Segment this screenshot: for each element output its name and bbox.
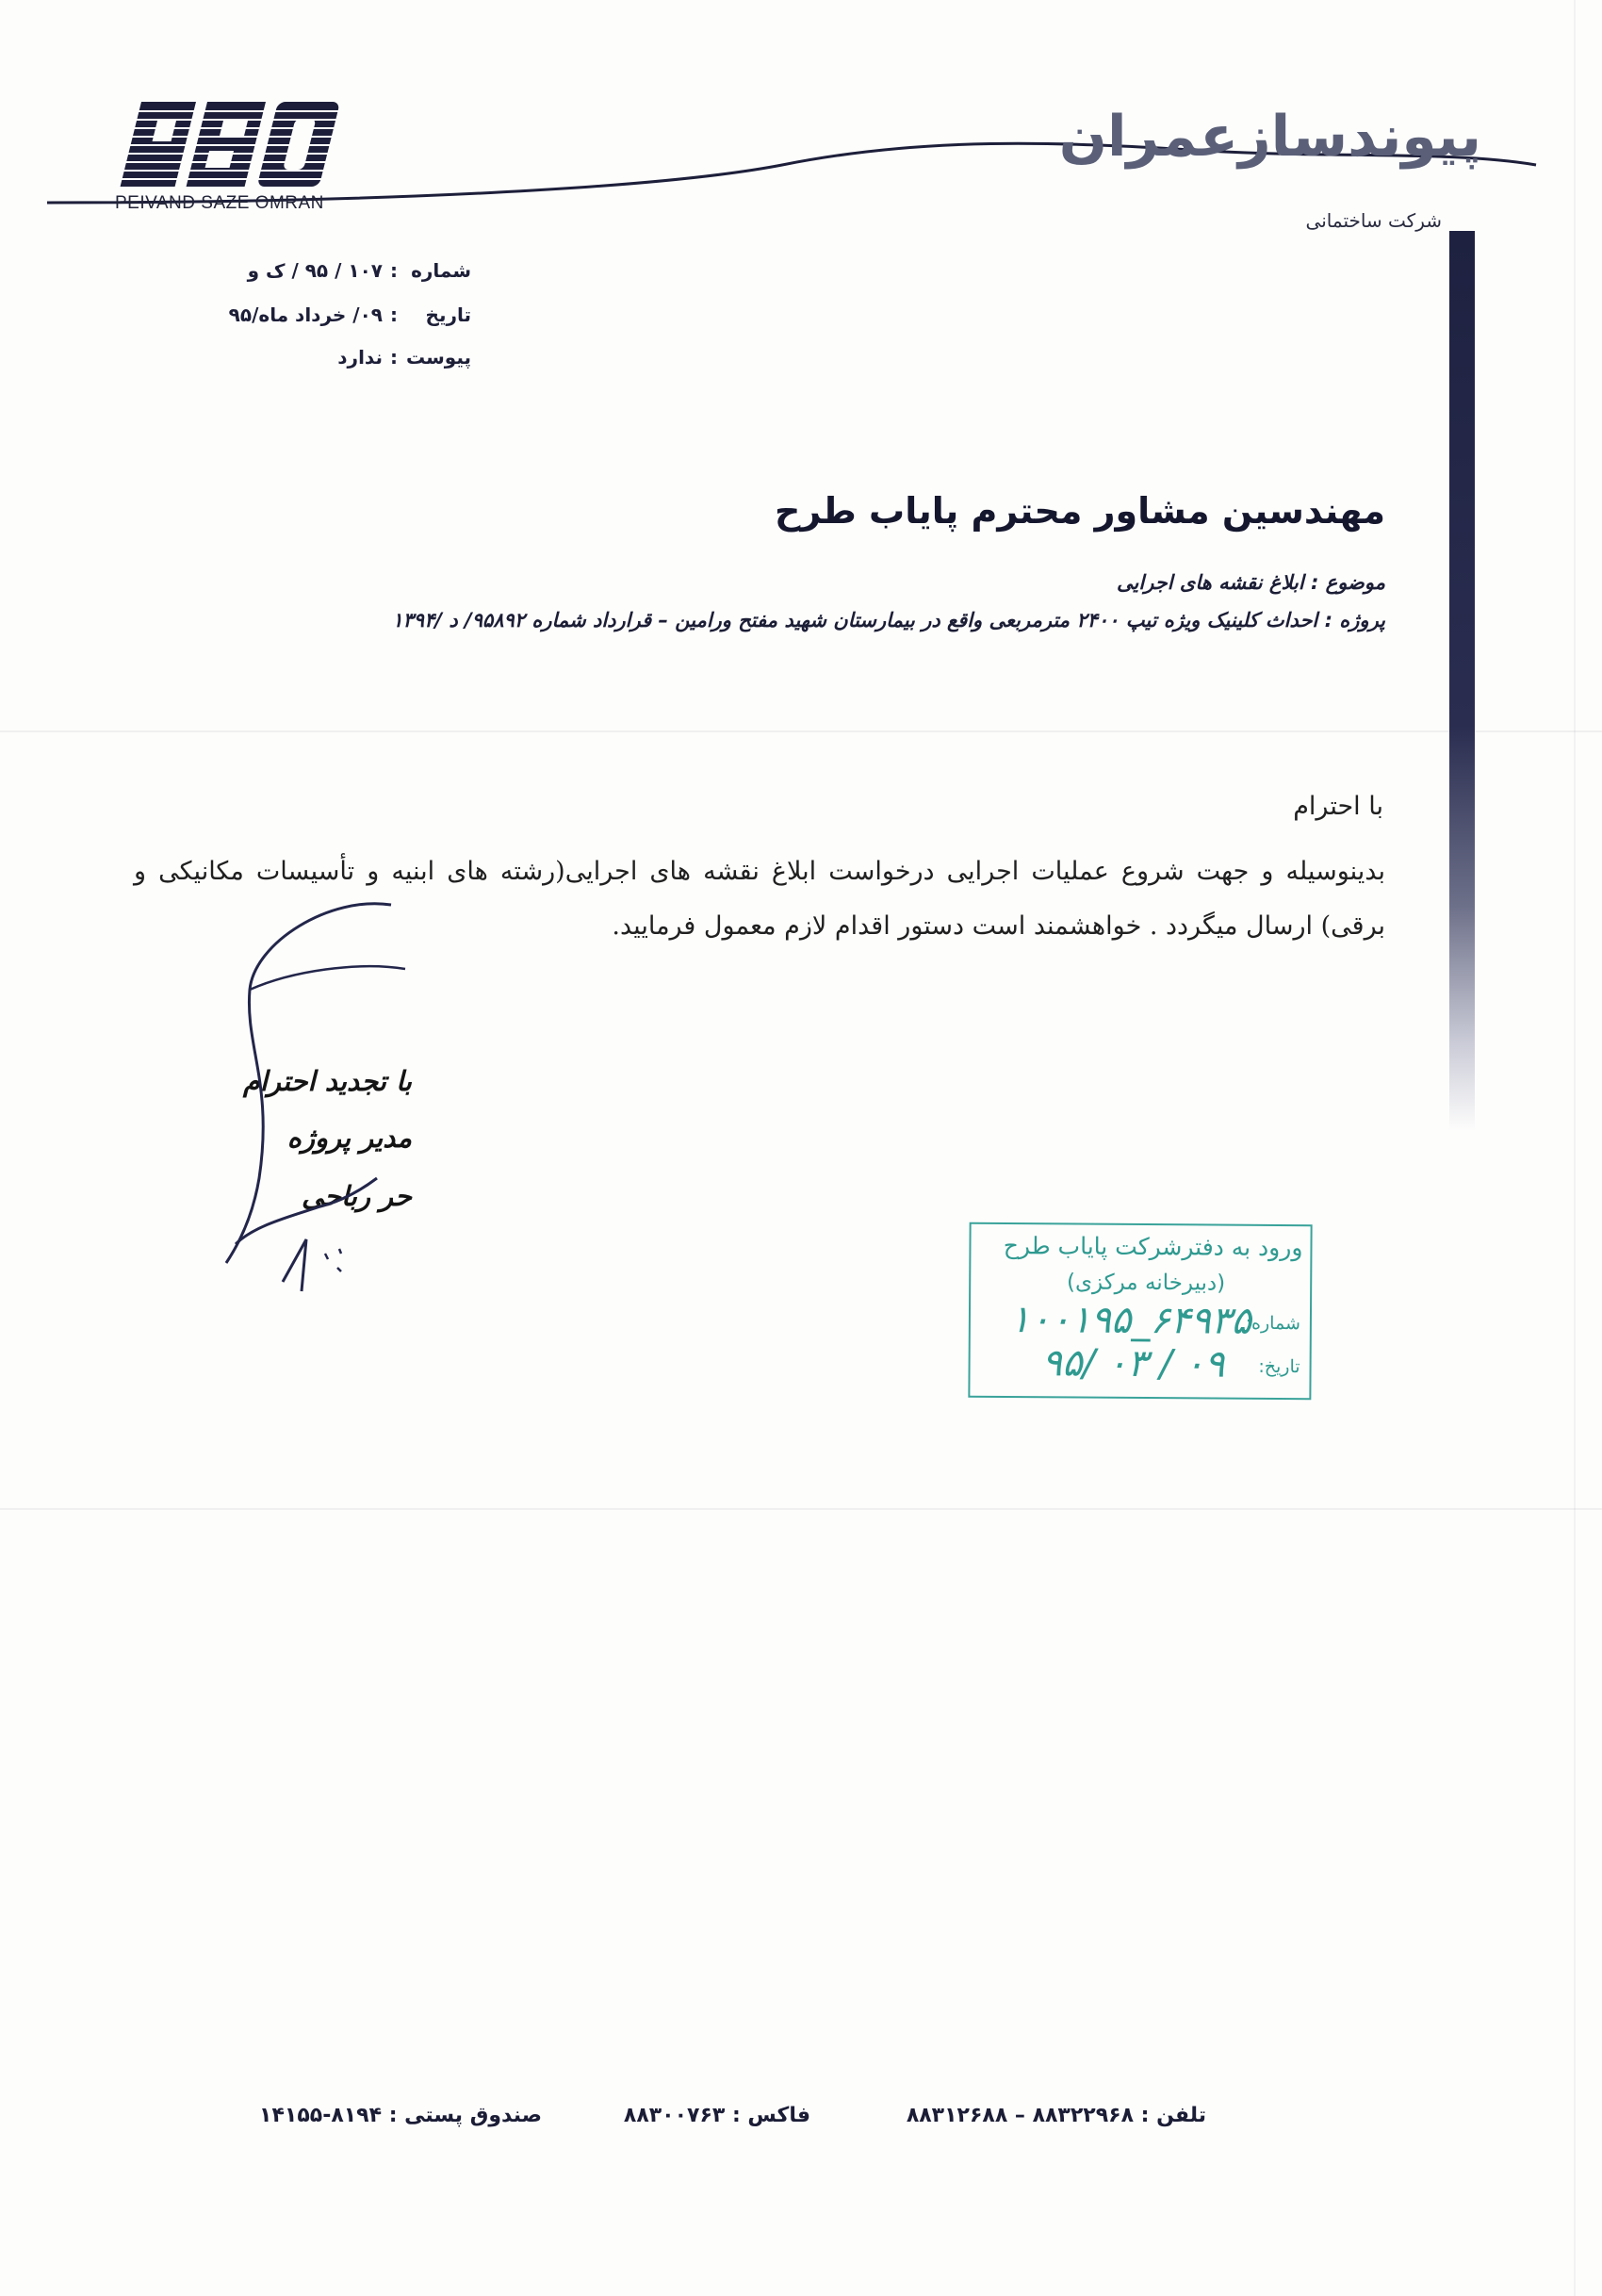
stamp-date-label: تاریخ: bbox=[1258, 1355, 1300, 1378]
number-value: ۱۰۷ / ۹۵ / ک و bbox=[247, 259, 383, 282]
salutation: با احترام bbox=[1293, 792, 1383, 821]
brand-name: پیوندسازعمران bbox=[1058, 104, 1481, 170]
fold-line bbox=[0, 730, 1602, 732]
stamp-date-value: ۹۵/ ۰۳ / ۰۹ bbox=[1041, 1341, 1225, 1386]
stamp-subtitle: (دبیرخانه مرکزی) bbox=[1066, 1270, 1226, 1296]
project-line: پروژه : احداث کلینیک ویژه تیپ ۲۴۰۰ مترمربعی واقع در بیمارستان شهید مفتح ورامین – قرارداد شماره ۹۵۸۹۲/ د /۱۳۹۴ bbox=[392, 609, 1385, 631]
logo-caption: PEIVAND SAZE OMRAN bbox=[115, 193, 324, 213]
handwritten-signature bbox=[217, 867, 433, 1320]
letter-body: بدینوسیله و جهت شروع عملیات اجرایی درخواست ابلاغ نقشه های اجرایی(رشته های ابنیه و تأسیسات مکانیکی و برقی) ارسال میگردد . خواهشمند است دستور اقدام لازم معمول فرمایید. bbox=[134, 857, 1385, 941]
addressee: مهندسین مشاور محترم پایاب طرح bbox=[774, 490, 1385, 532]
footer-po-box: صندوق پستی : ۸۱۹۴-۱۴۱۵۵ bbox=[259, 2104, 542, 2127]
brand-subtitle: شرکت ساختمانی bbox=[1305, 209, 1442, 232]
date-label: تاریخ bbox=[425, 303, 471, 326]
attachment-value: ندارد bbox=[337, 346, 383, 369]
letter-number: شماره:۱۰۷ / ۹۵ / ک و bbox=[247, 259, 471, 282]
signer-name: حر رباحی bbox=[301, 1180, 412, 1212]
letter-attachment: پیوست:ندارد bbox=[337, 346, 471, 369]
received-stamp bbox=[968, 1222, 1312, 1401]
date-value: ۰۹/ خرداد ماه/۹۵ bbox=[228, 303, 383, 326]
attachment-label: پیوست bbox=[405, 346, 471, 369]
fold-line bbox=[0, 1508, 1602, 1510]
closing-line: با تجدید احترام bbox=[242, 1065, 412, 1097]
number-label: شماره bbox=[411, 259, 471, 282]
fold-line bbox=[1574, 0, 1576, 2296]
letter-date: تاریخ:۰۹/ خرداد ماه/۹۵ bbox=[228, 303, 471, 326]
stamp-number-value: ۱۰۰۱۹۵_۶۴۹۳۵ bbox=[1009, 1298, 1252, 1343]
signer-title: مدیر پروژه bbox=[286, 1122, 412, 1154]
pso-logo bbox=[116, 102, 353, 187]
side-decoration-bar bbox=[1449, 231, 1475, 1131]
footer-fax: فاکس : ۸۸۳۰۰۷۶۳ bbox=[623, 2104, 810, 2127]
stamp-title: ورود به دفترشرکت پایاب طرح bbox=[1003, 1231, 1303, 1262]
subject-line: موضوع : ابلاغ نقشه های اجرایی bbox=[1117, 571, 1385, 594]
footer-phone: تلفن : ۸۸۳۲۲۹۶۸ – ۸۸۳۱۲۶۸۸ bbox=[906, 2104, 1206, 2127]
stamp-number-label: شماره: bbox=[1245, 1312, 1300, 1335]
